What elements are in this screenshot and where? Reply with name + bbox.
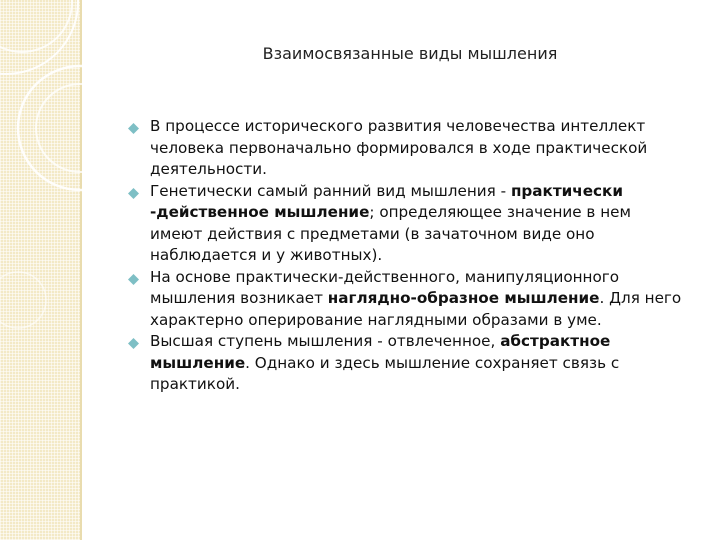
bullet-text: В процессе исторического развития человечества интеллект человека первоначально формировался в ходе практической деятельности.	[150, 117, 648, 178]
bullet-list	[128, 116, 688, 396]
decorative-circle	[0, 0, 78, 74]
bullet-text-lead: Генетически самый ранний вид мышления -	[150, 181, 511, 200]
bullet-text-lead: Высшая ступень мышления - отвлеченное,	[150, 332, 501, 350]
teal-diamond-bullet-icon	[128, 274, 139, 285]
bullet-text-tail: . Для него характерно оперирование наглядными образами в уме.	[150, 289, 682, 329]
bullet-text-tail: . Однако и здесь мышление сохраняет связь с практикой.	[150, 353, 620, 393]
teal-diamond-bullet-icon	[128, 123, 139, 134]
decorative-circle	[0, 272, 46, 328]
bullet-item	[128, 267, 688, 332]
teal-diamond-bullet-icon	[128, 188, 139, 199]
decorative-circle	[0, 0, 72, 52]
decorative-circle	[36, 84, 82, 172]
slide-title: Взаимосвязанные виды мышления	[262, 44, 558, 63]
bullet-text-tail: ; определяющее значение в нем имеют действия с предметами (в зачаточном виде оно наблюдается и у животных).	[150, 203, 631, 264]
teal-diamond-bullet-icon	[128, 338, 139, 349]
bullet-text-lead: На основе практически-действенного, манипуляционного мышления возникает	[150, 267, 620, 307]
bullet-text-emphasis: абстрактное мышление	[150, 332, 611, 372]
bullet-item	[128, 116, 688, 181]
bullet-text-emphasis: наглядно-образное мышление	[327, 289, 600, 307]
bullet-item	[128, 181, 688, 267]
bullet-item	[128, 331, 688, 396]
decorative-circles	[0, 0, 82, 540]
bullet-text-emphasis: практически -действенное мышление	[150, 181, 623, 221]
